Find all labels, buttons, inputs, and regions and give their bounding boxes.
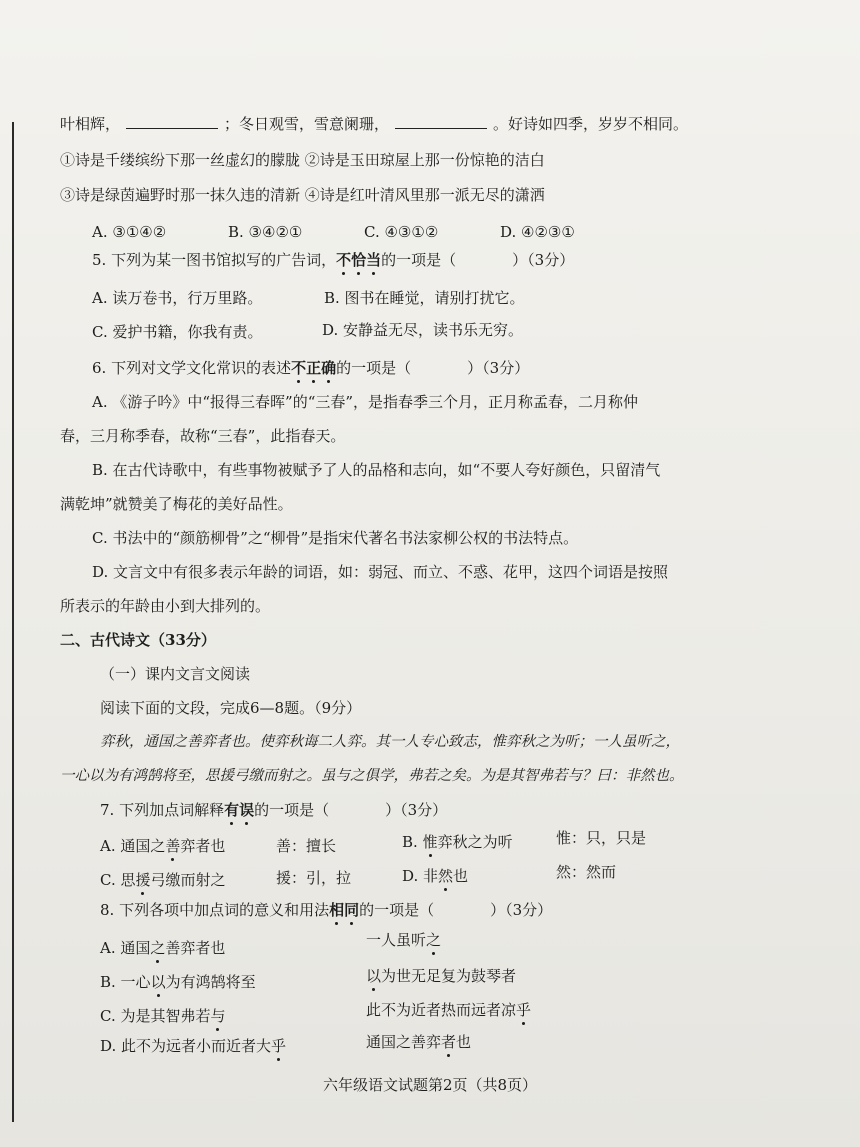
q7-a-text: A. 通国之 xyxy=(100,837,166,855)
q8-text: D. 此不为远者小而近者大 xyxy=(100,1037,272,1055)
question-5 xyxy=(92,250,574,270)
choice-d[interactable]: D. ④②③① xyxy=(500,223,575,241)
q8-stem: 8. 下列各项中加点词的意义和用法 xyxy=(100,901,330,919)
choice-b[interactable]: B. ③④②① xyxy=(228,223,303,241)
q8-text: B. 一心 xyxy=(100,973,151,991)
intro-text-3: 。好诗如四季，岁岁不相同。 xyxy=(493,115,689,133)
q8-emph: 相 xyxy=(329,901,345,919)
q6-choice-a[interactable]: A. 《游子吟》中“报得三春晖”的“三春”，是指春季三个月，正月称孟春，二月称仲 xyxy=(92,393,639,411)
q6-emph: 正 xyxy=(306,359,322,377)
margin-line xyxy=(12,122,14,1122)
q7-b-text: B. xyxy=(402,833,423,851)
intro-text-1: 叶相辉， xyxy=(60,115,121,133)
q7-c-text: C. 思 xyxy=(100,871,136,889)
q6-choice-c[interactable]: C. 书法中的“颜筋柳骨”之“柳骨”是指宋代著名书法家柳公权的书法特点。 xyxy=(92,529,579,547)
q5-stem-end: 的一项是（ xyxy=(381,251,457,269)
q7-choice-b[interactable] xyxy=(402,832,513,852)
dotted-char: 援 xyxy=(135,871,151,889)
q5-emph: 不 xyxy=(336,251,352,269)
q8-text: A. 通国 xyxy=(100,939,151,957)
q5-choice-d[interactable]: D. 安静益无尽，读书乐无穷。 xyxy=(322,321,524,339)
q7-c-explanation: 援：引，拉 xyxy=(276,869,352,887)
q7-b-text: 弈秋之为听 xyxy=(437,833,513,851)
q7-a-explanation: 善：擅长 xyxy=(276,837,337,855)
q8-a-right xyxy=(366,930,441,950)
q6-choice-a-cont: 春，三月称季春，故称“三春”，此指春天。 xyxy=(60,427,346,445)
q8-b-right xyxy=(366,966,516,986)
q5-emph: 当 xyxy=(366,251,382,269)
q7-d-text: 也 xyxy=(453,867,469,885)
passage-line-1: 弈秋，通国之善弈者也。使弈秋诲二人弈。其一人专心致志，惟弈秋之为听；一人虽听之， xyxy=(100,734,680,750)
fill-blank-1[interactable] xyxy=(126,114,218,129)
q6-choice-d-cont: 所表示的年龄由小到大排列的。 xyxy=(60,597,271,615)
q6-choice-b[interactable]: B. 在古代诗歌中，有些事物被赋予了人的品格和志向，如“不要人夸好颜色，只留清气 xyxy=(92,461,661,479)
q7-choice-d[interactable] xyxy=(402,866,468,886)
q6-emph: 不 xyxy=(291,359,307,377)
q6-choice-d[interactable]: D. 文言文中有很多表示年龄的词语，如：弱冠、而立、不惑、花甲，这四个词语是按照 xyxy=(92,563,669,581)
q5-emph: 恰 xyxy=(351,251,367,269)
dotted-char: 者 xyxy=(441,1033,457,1051)
q5-choice-a[interactable]: A. 读万卷书，行万里路。 xyxy=(92,289,263,307)
question-6 xyxy=(92,358,529,378)
question-8 xyxy=(100,900,552,920)
q6-stem: 6. 下列对文学文化常识的表述 xyxy=(92,359,292,377)
q8-text: 一人虽听 xyxy=(366,931,427,949)
passage-line-2: 一心以为有鸿鹄将至，思援弓缴而射之。虽与之俱学，弗若之矣。为是其智弗若与？曰：非然也。 xyxy=(60,768,684,784)
q8-text: C. 为是其智弗若 xyxy=(100,1007,211,1025)
q8-score: ）（3分） xyxy=(490,901,553,919)
q7-stem-end: 的一项是（ xyxy=(254,801,330,819)
q8-text: 为世无足复为鼓琴者 xyxy=(381,967,517,985)
q7-choice-c[interactable] xyxy=(100,870,226,890)
dotted-char: 惟 xyxy=(422,833,438,851)
q5-choice-b[interactable]: B. 图书在睡觉，请别打扰它。 xyxy=(324,289,525,307)
q7-stem: 7. 下列加点词解释 xyxy=(100,801,225,819)
intro-line xyxy=(60,114,688,134)
q6-emph: 确 xyxy=(321,359,337,377)
q8-text: 此不为近者热而远者凉 xyxy=(366,1001,517,1019)
section-title: 二、古代诗文（33分） xyxy=(60,631,216,649)
q8-c-right xyxy=(366,1000,531,1020)
question-7 xyxy=(100,800,447,820)
choice-c[interactable]: C. ④③①② xyxy=(364,223,439,241)
q8-choice-d[interactable] xyxy=(100,1036,286,1056)
intro-text-2: ；冬日观雪，雪意阑珊， xyxy=(224,115,390,133)
subsection-title: （一）课内文言文阅读 xyxy=(100,665,251,683)
q8-stem-end: 的一项是（ xyxy=(359,901,435,919)
dotted-char: 与 xyxy=(210,1007,226,1025)
q8-text: 也 xyxy=(456,1033,472,1051)
dotted-char: 然 xyxy=(438,867,454,885)
q7-b-explanation: 惟：只，只是 xyxy=(556,829,647,847)
q8-d-right xyxy=(366,1032,471,1052)
reading-instruction: 阅读下面的文段，完成6—8题。（9分） xyxy=(100,699,362,717)
q7-a-text: 弈者也 xyxy=(180,837,226,855)
q7-emph: 误 xyxy=(239,801,255,819)
q8-choice-b[interactable] xyxy=(100,972,256,992)
q8-text: 为有鸿鹄将至 xyxy=(165,973,256,991)
intro-options-2: ③诗是绿茵遍野时那一抹久违的清新 ④诗是红叶清风里那一派无尽的潇洒 xyxy=(60,186,545,204)
dotted-char: 乎 xyxy=(271,1037,287,1055)
dotted-char: 善 xyxy=(165,837,181,855)
intro-options-1: ①诗是千缕缤纷下那一丝虚幻的朦胧 ②诗是玉田琼屋上那一份惊艳的洁白 xyxy=(60,151,545,169)
dotted-char: 乎 xyxy=(516,1001,532,1019)
q7-emph: 有 xyxy=(224,801,240,819)
q8-choice-c[interactable] xyxy=(100,1006,226,1026)
q7-c-text: 弓缴而射之 xyxy=(150,871,226,889)
dotted-char: 之 xyxy=(150,939,166,957)
q5-score: ）（3分） xyxy=(512,251,575,269)
q7-score: ）（3分） xyxy=(385,801,448,819)
q8-choice-a[interactable] xyxy=(100,938,225,958)
q8-text: 善弈者也 xyxy=(165,939,226,957)
q8-emph: 同 xyxy=(344,901,360,919)
q7-d-text: D. 非 xyxy=(402,867,439,885)
q7-choice-a[interactable] xyxy=(100,836,225,856)
q6-choice-b-cont: 满乾坤”就赞美了梅花的美好品性。 xyxy=(60,495,293,513)
page-footer: 六年级语文试题第2页（共8页） xyxy=(322,1076,538,1094)
dotted-char: 以 xyxy=(366,967,382,985)
dotted-char: 之 xyxy=(426,931,442,949)
dotted-char: 以 xyxy=(150,973,166,991)
choice-a[interactable]: A. ③①④② xyxy=(92,223,167,241)
fill-blank-2[interactable] xyxy=(395,114,487,129)
q5-stem: 5. 下列为某一图书馆拟写的广告词， xyxy=(92,251,337,269)
q6-stem-end: 的一项是（ xyxy=(336,359,412,377)
q7-d-explanation: 然：然而 xyxy=(556,863,617,881)
q5-choice-c[interactable]: C. 爱护书籍，你我有责。 xyxy=(92,323,263,341)
q6-score: ）（3分） xyxy=(467,359,530,377)
q8-text: 通国之善弈 xyxy=(366,1033,442,1051)
